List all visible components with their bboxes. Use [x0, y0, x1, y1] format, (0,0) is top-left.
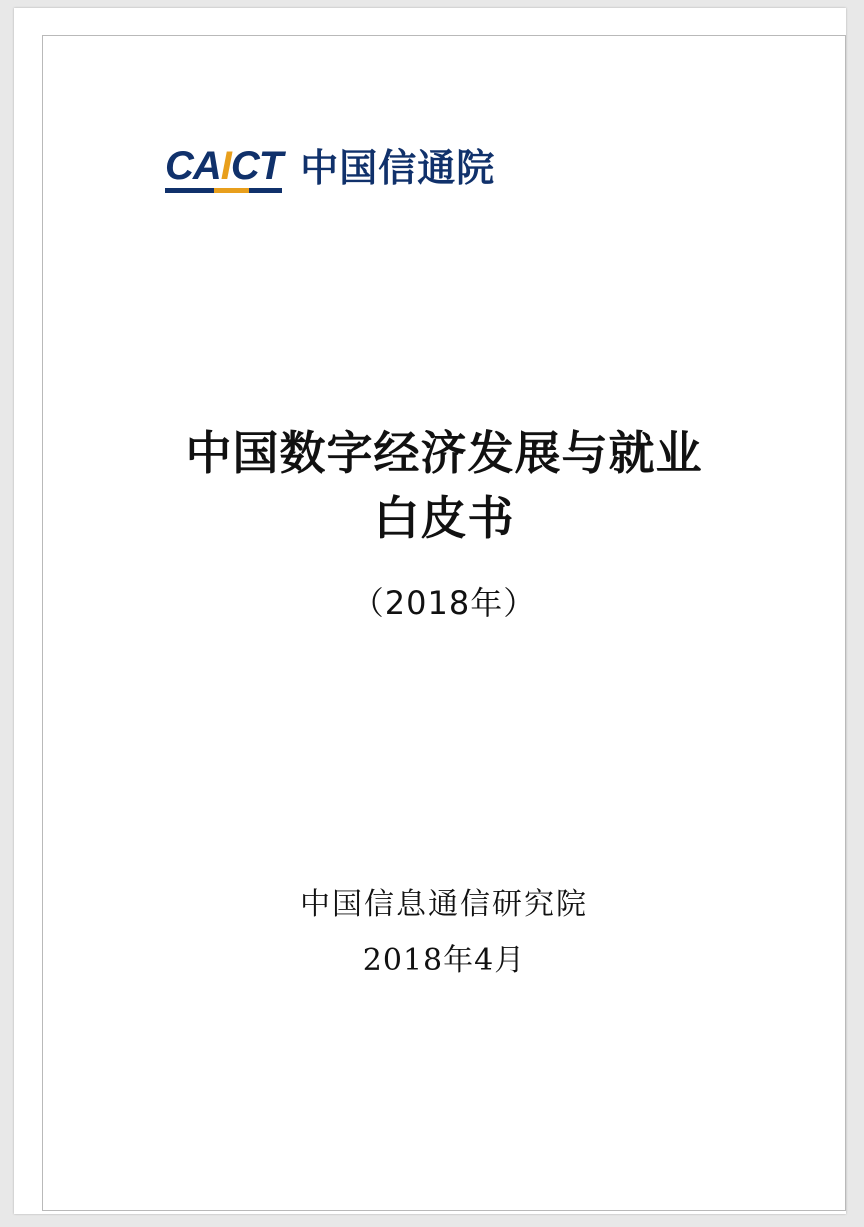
caict-logo: [165, 146, 495, 190]
page-subtitle-year: （2018年）: [351, 583, 537, 622]
caict-logo-chinese-name: 中国信通院: [300, 146, 496, 190]
caict-logo-mark-icon: [165, 146, 282, 190]
publication-date: 2018年4月: [362, 943, 526, 978]
cover-content: [43, 36, 845, 1210]
caict-wordmark-part2: CT: [230, 144, 283, 188]
page-title-line-2: 白皮书: [373, 491, 515, 546]
page-sheet: [14, 8, 846, 1214]
caict-wordmark: [165, 146, 282, 190]
caict-logo-underline-gold-segment: [214, 188, 249, 193]
page-border-frame: [42, 35, 846, 1211]
title-area: [43, 421, 845, 624]
page-title-line-1: 中国数字经济发展与就业: [185, 426, 703, 480]
caict-logo-underline-icon: [165, 188, 282, 193]
publisher-name: 中国信息通信研究院: [300, 887, 588, 922]
caict-wordmark-part1: CA: [165, 144, 221, 188]
publisher-area: [43, 881, 845, 985]
caict-wordmark-accent: I: [220, 144, 231, 188]
